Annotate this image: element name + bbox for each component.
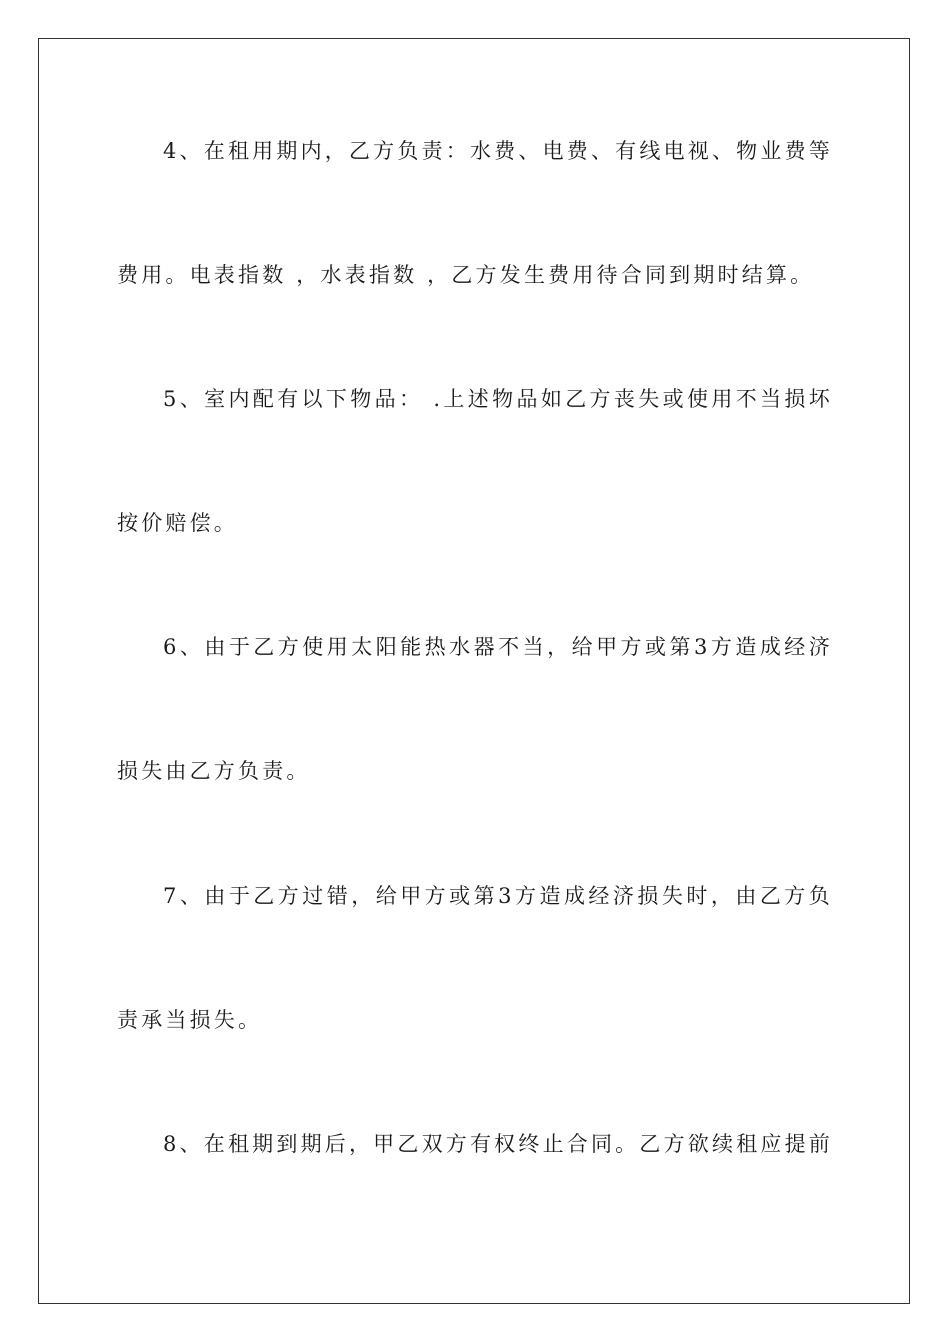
- page-border: [38, 38, 910, 1304]
- clause-4-line-2: 费用。电表指数 ，水表指数 ，乙方发生费用待合同到期时结算。: [117, 263, 815, 287]
- clause-8-line-1: 8、在租期到期后，甲乙双方有权终止合同。乙方欲续租应提前: [163, 1132, 833, 1156]
- clause-4-line-1: 4、在租用期内，乙方负责：水费、电费、有线电视、物业费等: [163, 139, 833, 163]
- clause-7-line-1: 7、由于乙方过错，给甲方或第3方造成经济损失时，由乙方负: [163, 884, 833, 908]
- clause-5-line-2: 按价赔偿。: [117, 511, 238, 535]
- clause-6-line-2: 损失由乙方负责。: [117, 759, 311, 783]
- clause-7-line-2: 责承当损失。: [117, 1008, 263, 1032]
- clause-6-line-1: 6、由于乙方使用太阳能热水器不当，给甲方或第3方造成经济: [163, 635, 833, 659]
- clause-5-line-1: 5、室内配有以下物品： .上述物品如乙方丧失或使用不当损坏: [163, 387, 833, 411]
